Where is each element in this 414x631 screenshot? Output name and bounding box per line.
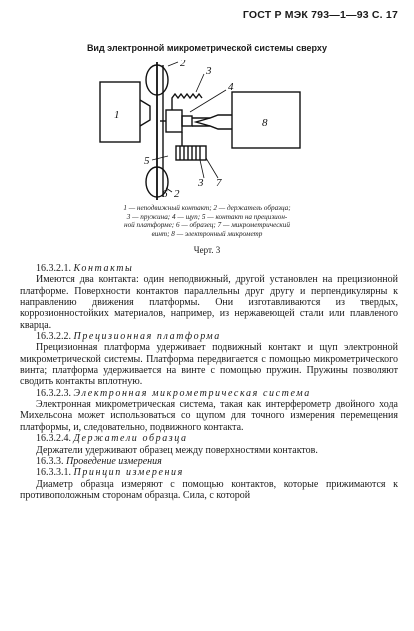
label-4: 4: [228, 81, 234, 93]
section-heading: 16.3.3.1. Принцип измерения: [36, 467, 184, 479]
section-body: Прецизионная платформа удерживает подвижный контакт и щуп электронной микрометрической системы. Платформа передвигается с помощью микрометрического винта; платформа удерживается на винте с помощью пружин. Пружины позволяют сводить контакты вплотную.: [20, 342, 398, 388]
label-8: 8: [262, 117, 268, 129]
figure-legend: [40, 204, 374, 238]
probe: [192, 115, 232, 118]
section-heading: 16.3.2.2. Прецизионная платформа: [36, 331, 221, 343]
label-2-bottom: 2: [174, 188, 180, 200]
label-7: 7: [216, 177, 222, 189]
label-3-top: 3: [206, 65, 212, 77]
section-heading: 16.3.2.3. Электронная микрометрическая система: [36, 387, 311, 399]
section-body: Имеются два контакта: один неподвижный, другой установлен на прецизионной платформе. Поверхности контактов параллельны друг другу и перпендикулярны к направлению движения платформы. Они изготавливаются из твердых, коррозионностойких материалов, например, из нержавеющей стали или плавленого кварца.: [20, 274, 398, 331]
figure-caption: Черт. 3: [193, 245, 221, 255]
section-body: Электронная микрометрическая система, такая как интерферометр двойного хода Михельсона может использоваться со щупом для точного измерения перемещения платформы, и, следовательно, подвижного контакта.: [20, 399, 398, 433]
legend-line: 3 — пружина; 4 — щуп; 5 — контакт на прецизион-: [126, 212, 288, 221]
label-1: 1: [114, 109, 120, 121]
section-body: Диаметр образца измеряют с помощью контактов, которые прижимаются к противоположным сторонам образца. Сила, с которой: [20, 478, 398, 501]
figure-title: Вид электронной микрометрической системы сверху: [86, 43, 328, 53]
fixed-contact-tip: [140, 100, 150, 126]
fixed-contact-block: [100, 82, 140, 142]
body-text: [20, 263, 398, 501]
label-3-bottom: 3: [198, 177, 204, 189]
legend-line: 1 — неподвижный контакт; 2 — держатель образца;: [123, 204, 291, 212]
label-2-top: 2: [180, 60, 186, 69]
section-heading: 16.3.3. Проведение измерения: [36, 455, 162, 467]
label-6: 6: [162, 188, 168, 200]
section-heading: 16.3.2.1. Контакты: [36, 263, 134, 274]
section-body: Держатели удерживают образец между поверхностями контактов.: [36, 444, 318, 456]
section-heading: 16.3.2.4. Держатели образца: [36, 433, 188, 445]
page-header: ГОСТ Р МЭК 793—1—93 С. 17: [242, 9, 398, 21]
label-5: 5: [144, 155, 150, 167]
micrometer-diagram: [0, 60, 414, 202]
legend-line: винт; 8 — электронный микрометр: [151, 229, 263, 238]
precision-platform: [166, 110, 182, 132]
legend-line: ной платформе; 6 — образец; 7 — микрометрический: [124, 221, 290, 230]
